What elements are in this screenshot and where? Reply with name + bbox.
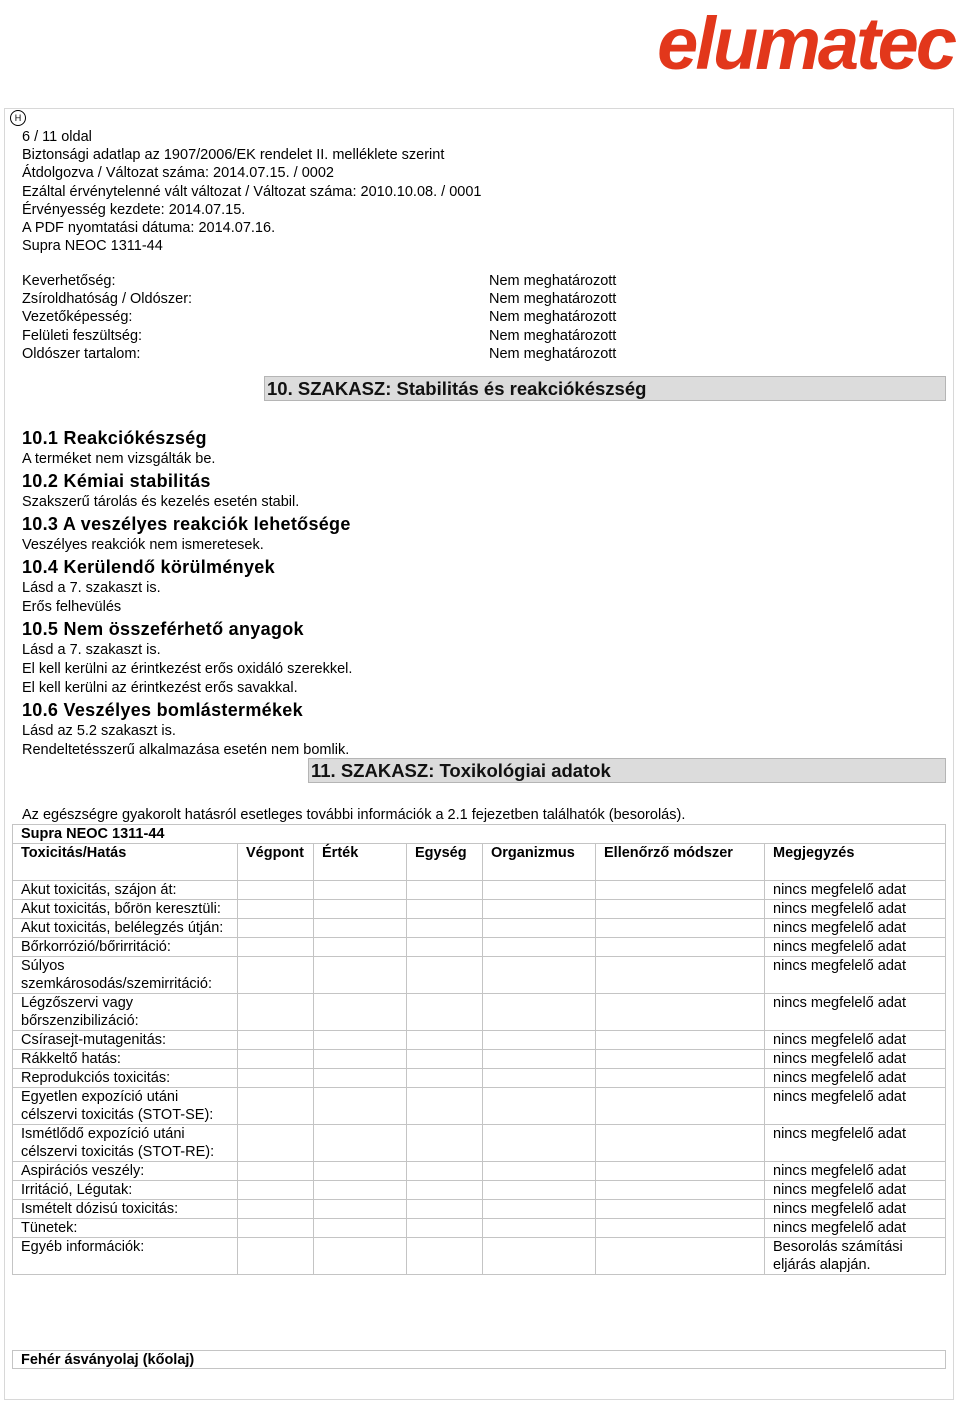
language-badge: H: [10, 110, 26, 126]
property-value: Nem meghatározott: [489, 309, 617, 326]
note-cell: nincs megfelelő adat: [765, 994, 946, 1031]
revision-line: Átdolgozva / Változat száma: 2014.07.15. / 0002: [22, 165, 334, 182]
note-cell: nincs megfelelő adat: [765, 900, 946, 919]
table-row: [13, 919, 946, 938]
effect-cell: Súlyos szemkárosodás/szemirritáció:: [13, 957, 238, 994]
effect-cell: Csírasejt-mutagenitás:: [13, 1031, 238, 1050]
subsection-heading: 10.5 Nem összeférhető anyagok: [22, 619, 304, 639]
table-header-row: [13, 844, 946, 881]
product-name: Supra NEOC 1311-44: [22, 238, 163, 255]
effect-cell: Irritáció, Légutak:: [13, 1181, 238, 1200]
subsection-text: Erős felhevülés: [22, 599, 122, 615]
effect-cell: Bőrkorrózió/bőrirritáció:: [13, 938, 238, 957]
logo-text: elumatec: [657, 2, 954, 85]
subsection-heading: 10.6 Veszélyes bomlástermékek: [22, 700, 303, 720]
table-row: [13, 1088, 946, 1125]
effect-cell: Akut toxicitás, bőrön keresztüli:: [13, 900, 238, 919]
effect-cell: Akut toxicitás, belélegzés útján:: [13, 919, 238, 938]
subsection-text: Lásd a 7. szakaszt is.: [22, 642, 161, 658]
property-label: Vezetőképesség:: [22, 309, 133, 326]
subsection-text: A terméket nem vizsgálták be.: [22, 451, 216, 467]
property-row: [22, 327, 642, 345]
column-header: Toxicitás/Hatás: [13, 844, 238, 881]
subsection-text: Veszélyes reakciók nem ismeretesek.: [22, 537, 264, 553]
next-substance-title: Fehér ásványolaj (kőolaj): [12, 1350, 946, 1369]
note-cell: nincs megfelelő adat: [765, 1069, 946, 1088]
property-label: Oldószer tartalom:: [22, 345, 141, 362]
subsection-text: El kell kerülni az érintkezést erős oxidáló szerekkel.: [22, 661, 353, 677]
property-row: [22, 345, 642, 363]
effect-cell: Légzőszervi vagy bőrszenzibilizáció:: [13, 994, 238, 1031]
table-row: [13, 1200, 946, 1219]
table-row: [13, 900, 946, 919]
table-row: [13, 1125, 946, 1162]
subsection-heading: 10.4 Kerülendő körülmények: [22, 557, 275, 577]
regulation-line: Biztonsági adatlap az 1907/2006/EK rendelet II. melléklete szerint: [22, 147, 445, 164]
section-10-heading-bar: [264, 376, 946, 401]
note-cell: nincs megfelelő adat: [765, 1125, 946, 1162]
property-row: [22, 272, 642, 290]
table-title: Supra NEOC 1311-44: [13, 825, 946, 844]
note-cell: nincs megfelelő adat: [765, 1219, 946, 1238]
subsection-text: Lásd a 7. szakaszt is.: [22, 580, 161, 596]
document-header: [22, 128, 481, 255]
table-row: [13, 881, 946, 900]
effect-cell: Akut toxicitás, szájon át:: [13, 881, 238, 900]
note-cell: nincs megfelelő adat: [765, 1050, 946, 1069]
section-11-title: 11. SZAKASZ: Toxikológiai adatok: [311, 760, 611, 781]
note-cell: nincs megfelelő adat: [765, 1162, 946, 1181]
table-row: [13, 1162, 946, 1181]
table-row: [13, 938, 946, 957]
table-row: [13, 1031, 946, 1050]
property-label: Keverhetőség:: [22, 273, 116, 289]
effect-cell: Rákkeltő hatás:: [13, 1050, 238, 1069]
print-date-line: A PDF nyomtatási dátuma: 2014.07.16.: [22, 220, 276, 237]
column-header: Megjegyzés: [765, 844, 946, 881]
subsection-heading: 10.3 A veszélyes reakciók lehetősége: [22, 514, 351, 534]
note-cell: Besorolás számítási eljárás alapján.: [765, 1238, 946, 1275]
subsection-text: El kell kerülni az érintkezést erős savakkal.: [22, 680, 298, 696]
subsection-text: Rendeltetésszerű alkalmazása esetén nem bomlik.: [22, 742, 350, 758]
page-number: 6 / 11 oldal: [22, 129, 92, 145]
validity-date-line: Érvényesség kezdete: 2014.07.15.: [22, 201, 246, 218]
table-row: [13, 994, 946, 1031]
column-header: Egység: [407, 844, 483, 881]
note-cell: nincs megfelelő adat: [765, 1200, 946, 1219]
column-header: Organizmus: [483, 844, 596, 881]
note-cell: nincs megfelelő adat: [765, 1031, 946, 1050]
property-value: Nem meghatározott: [489, 345, 617, 362]
effect-cell: Tünetek:: [13, 1219, 238, 1238]
section-10-title: 10. SZAKASZ: Stabilitás és reakciókészség: [267, 378, 647, 399]
note-cell: nincs megfelelő adat: [765, 919, 946, 938]
property-label: Felületi feszültség:: [22, 327, 143, 344]
subsection-text: Lásd az 5.2 szakaszt is.: [22, 723, 176, 739]
column-header: Végpont: [238, 844, 314, 881]
column-header: Érték: [314, 844, 407, 881]
property-value: Nem meghatározott: [489, 273, 617, 289]
toxicology-intro: Az egészségre gyakorolt hatásról esetleges további információk a 2.1 fejezetben találhatók (besorolás).: [22, 807, 686, 823]
table-row: [13, 1238, 946, 1275]
superseded-version-line: Ezáltal érvénytelenné vált változat / Változat száma: 2010.10.08. / 0001: [22, 183, 482, 200]
property-row: [22, 308, 642, 326]
property-value: Nem meghatározott: [489, 327, 617, 344]
section-10-content: [22, 426, 722, 760]
subsection-text: Szakszerű tárolás és kezelés esetén stabil.: [22, 494, 300, 510]
effect-cell: Ismételt dózisú toxicitás:: [13, 1200, 238, 1219]
section-11-heading-bar: [308, 758, 946, 783]
property-row: [22, 290, 642, 308]
table-row: [13, 1219, 946, 1238]
effect-cell: Aspirációs veszély:: [13, 1162, 238, 1181]
effect-cell: Egyéb információk:: [13, 1238, 238, 1275]
subsection-heading: 10.1 Reakciókészség: [22, 428, 207, 448]
note-cell: nincs megfelelő adat: [765, 1088, 946, 1125]
note-cell: nincs megfelelő adat: [765, 957, 946, 994]
column-header: Ellenőrző módszer: [596, 844, 765, 881]
effect-cell: Reprodukciós toxicitás:: [13, 1069, 238, 1088]
table-row: [13, 1181, 946, 1200]
elumatec-logo: [657, 2, 954, 86]
effect-cell: Ismétlődő expozíció utáni célszervi toxicitás (STOT-RE):: [13, 1125, 238, 1162]
table-row: [13, 1069, 946, 1088]
property-value: Nem meghatározott: [489, 291, 617, 308]
table-title-row: [13, 825, 946, 844]
table-row: [13, 957, 946, 994]
table-row: [13, 1050, 946, 1069]
note-cell: nincs megfelelő adat: [765, 1181, 946, 1200]
physical-properties-list: [22, 272, 642, 363]
property-label: Zsíroldhatóság / Oldószer:: [22, 291, 193, 308]
toxicology-table: [12, 824, 946, 1275]
subsection-heading: 10.2 Kémiai stabilitás: [22, 471, 211, 491]
note-cell: nincs megfelelő adat: [765, 938, 946, 957]
effect-cell: Egyetlen expozíció utáni célszervi toxicitás (STOT-SE):: [13, 1088, 238, 1125]
note-cell: nincs megfelelő adat: [765, 881, 946, 900]
